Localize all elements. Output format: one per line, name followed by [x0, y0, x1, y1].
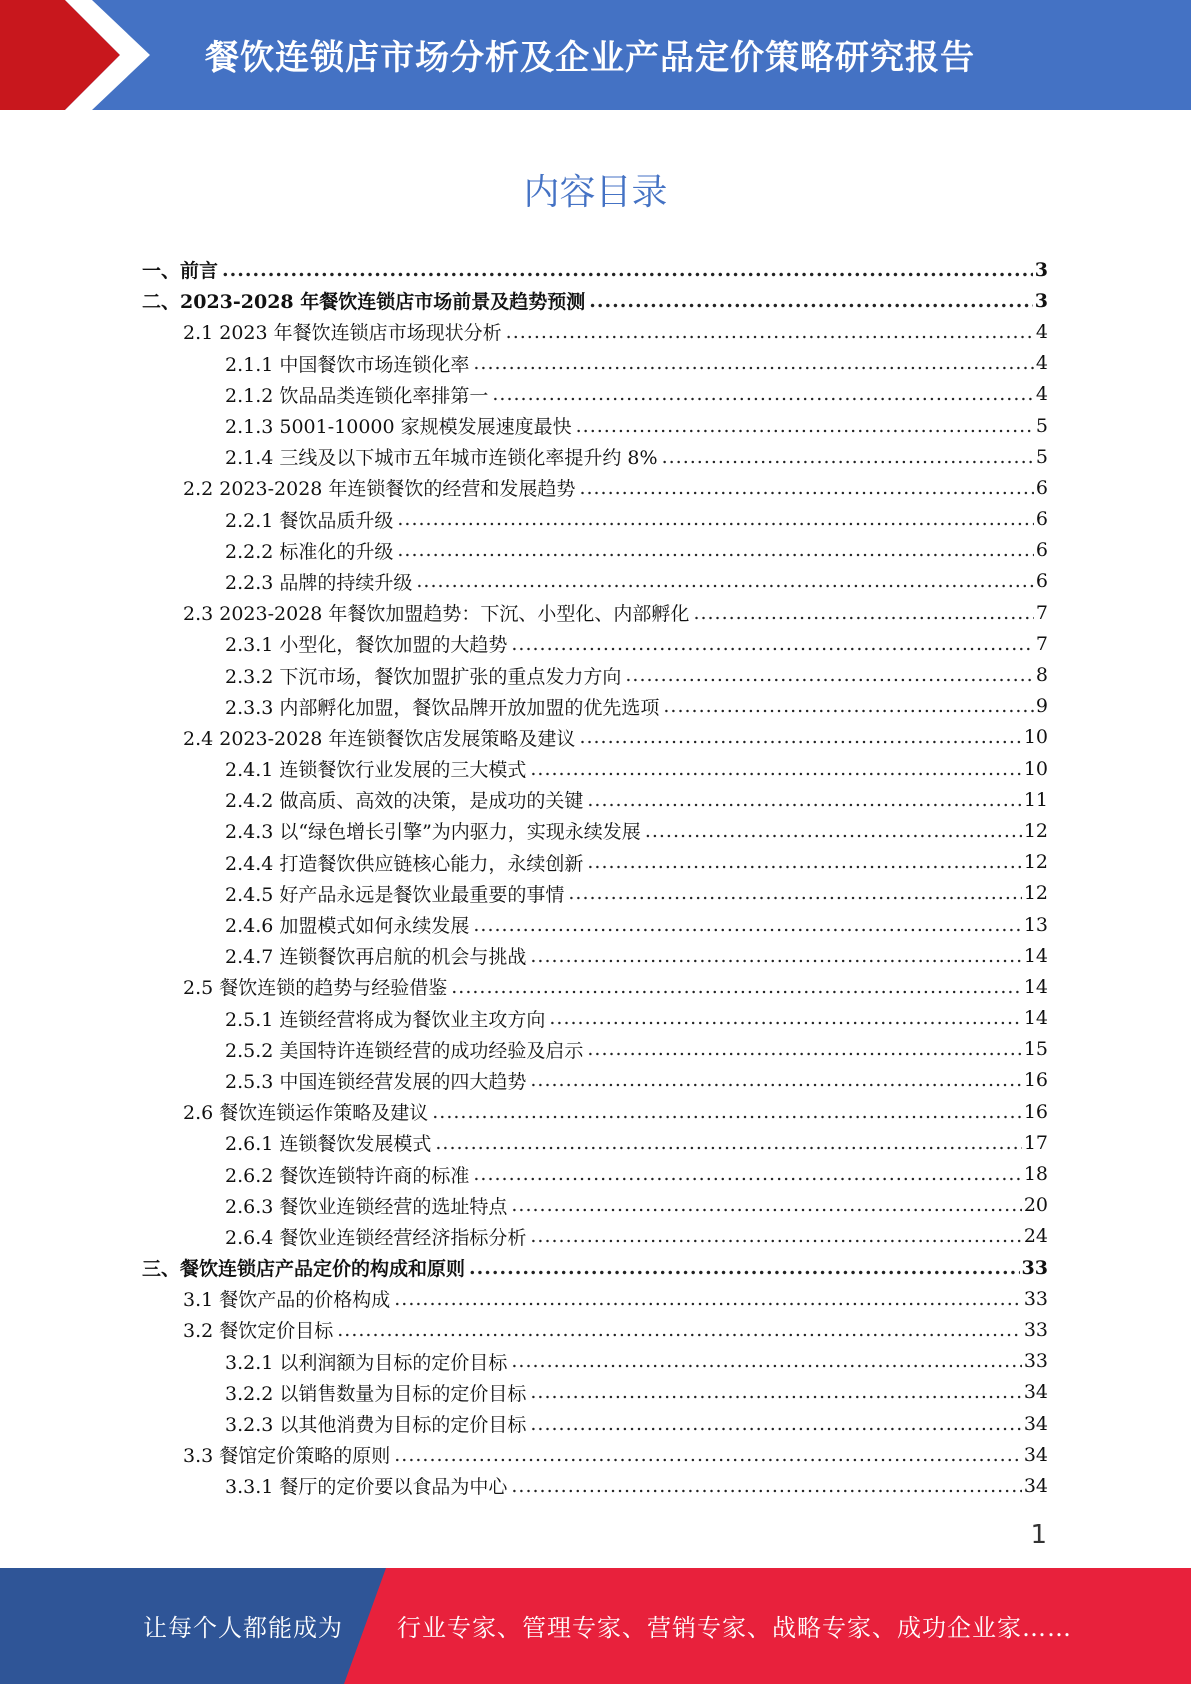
- toc-leader-dots: [693, 602, 1033, 624]
- toc-entry-page: 16: [1023, 1100, 1048, 1123]
- toc-entry-label: 2.4.2 做高质、高效的决策，是成功的关键: [225, 790, 584, 813]
- toc-entry-page: 13: [1023, 913, 1048, 936]
- toc-entry-page: 12: [1023, 882, 1048, 905]
- toc-entry-page: 11: [1023, 788, 1048, 811]
- toc-entry-page: 16: [1023, 1069, 1048, 1092]
- toc-entry[interactable]: [0, 379, 1191, 410]
- toc-leader-dots: [473, 352, 1034, 374]
- header-title: 餐饮连锁店市场分析及企业产品定价策略研究报告: [205, 38, 975, 78]
- toc-entry[interactable]: [0, 1408, 1191, 1439]
- toc-entry-label: 2.1.2 饮品品类连锁化率排第一: [225, 384, 489, 407]
- toc-entry[interactable]: [0, 1470, 1191, 1501]
- toc-leader-dots: [511, 1475, 1021, 1497]
- toc-entry[interactable]: [0, 1096, 1191, 1127]
- toc-entry[interactable]: [0, 566, 1191, 597]
- toc-entry-label: 3.2.2 以销售数量为目标的定价目标: [225, 1382, 527, 1405]
- toc-entry[interactable]: [0, 410, 1191, 441]
- toc-entry-page: 33: [1023, 1350, 1048, 1373]
- toc-entry-page: 6: [1035, 508, 1048, 531]
- toc-entry-page: 10: [1023, 757, 1048, 780]
- footer-banner: [0, 1568, 1191, 1684]
- toc-leader-dots: [469, 1257, 1020, 1279]
- toc-entry-label: 2.1.1 中国餐饮市场连锁化率: [225, 353, 470, 376]
- toc-leader-dots: [587, 789, 1021, 811]
- toc-entry-label: 2.3.2 下沉市场，餐饮加盟扩张的重点发力方向: [225, 665, 622, 688]
- toc-leader-dots: [568, 882, 1021, 904]
- toc-leader-dots: [589, 290, 1033, 312]
- toc-entry-page: 7: [1035, 601, 1048, 624]
- toc-entry-label: 3.3.1 餐厅的定价要以食品为中心: [225, 1476, 508, 1499]
- toc-entry-label: 2.4.4 打造餐饮供应链核心能力，永续创新: [225, 852, 584, 875]
- toc-entry-label: 2.5.1 连锁经营将成为餐饮业主攻方向: [225, 1008, 546, 1031]
- toc-entry-label: 3.2.1 以利润额为目标的定价目标: [225, 1351, 508, 1374]
- toc-entry-page: 6: [1035, 476, 1048, 499]
- toc-leader-dots: [435, 1132, 1021, 1154]
- toc-leader-dots: [337, 1319, 1022, 1341]
- toc-leader-dots: [645, 820, 1022, 842]
- toc-entry[interactable]: [0, 1439, 1191, 1470]
- toc-entry-page: 6: [1035, 539, 1048, 562]
- toc-entry-label: 2.6.1 连锁餐饮发展模式: [225, 1133, 432, 1156]
- toc-entry[interactable]: [0, 722, 1191, 753]
- toc-entry-page: 4: [1035, 383, 1048, 406]
- toc-entry-label: 3.2 餐饮定价目标: [183, 1320, 334, 1343]
- toc-entry-page: 24: [1023, 1225, 1048, 1248]
- toc-entry-label: 2.5 餐饮连锁的趋势与经验借鉴: [183, 977, 448, 1000]
- toc-entry-label: 2.4.6 加盟模式如何永续发展: [225, 915, 470, 938]
- toc-entry[interactable]: [0, 909, 1191, 940]
- toc-entry-label: 3.3 餐馆定价策略的原则: [183, 1445, 391, 1468]
- toc-leader-dots: [473, 914, 1021, 936]
- toc-entry-page: 33: [1023, 1318, 1048, 1341]
- toc-entry[interactable]: [0, 1034, 1191, 1065]
- toc-entry-label: 一、前言: [142, 260, 219, 283]
- toc-entry-page: 12: [1023, 819, 1048, 842]
- toc-entry-label: 2.6.2 餐饮连锁特许商的标准: [225, 1164, 470, 1187]
- toc-entry[interactable]: [0, 878, 1191, 909]
- toc-entry[interactable]: [0, 1003, 1191, 1034]
- toc-entry-label: 2.1.3 5001-10000 家规模发展速度最快: [225, 416, 572, 439]
- toc-entry-label: 2.1 2023 年餐饮连锁店市场现状分析: [183, 322, 502, 345]
- toc-leader-dots: [511, 633, 1034, 655]
- toc-leader-dots: [511, 1350, 1021, 1372]
- toc-entry-label: 2.5.2 美国特许连锁经营的成功经验及启示: [225, 1039, 584, 1062]
- toc-entry[interactable]: [0, 1377, 1191, 1408]
- toc-entry-page: 18: [1023, 1163, 1048, 1186]
- toc-entry-page: 5: [1035, 445, 1048, 468]
- toc-leader-dots: [222, 259, 1033, 281]
- toc-entry-label: 2.4.7 连锁餐饮再启航的机会与挑战: [225, 946, 527, 969]
- toc-leader-dots: [587, 1038, 1021, 1060]
- toc-leader-dots: [506, 321, 1034, 343]
- toc-entry-label: 2.2 2023-2028 年连锁餐饮的经营和发展趋势: [183, 478, 576, 501]
- toc-entry-page: 14: [1023, 975, 1048, 998]
- toc-entry[interactable]: [0, 441, 1191, 472]
- toc-entry[interactable]: [0, 1252, 1191, 1283]
- toc-entry[interactable]: [0, 254, 1191, 285]
- toc-entry-label: 2.2.1 餐饮品质升级: [225, 509, 394, 532]
- toc-entry[interactable]: [0, 753, 1191, 784]
- toc-entry-page: 8: [1035, 664, 1048, 687]
- toc-leader-dots: [394, 1444, 1022, 1466]
- toc-leader-dots: [511, 1194, 1021, 1216]
- toc-entry-label: 二、2023-2028 年餐饮连锁店市场前景及趋势预测: [142, 291, 586, 314]
- toc-entry[interactable]: [0, 1346, 1191, 1377]
- toc-entry-label: 三、餐饮连锁店产品定价的构成和原则: [142, 1258, 466, 1281]
- toc-entry-page: 12: [1023, 851, 1048, 874]
- toc-entry-label: 2.3.1 小型化，餐饮加盟的大趋势: [225, 634, 508, 657]
- toc-entry[interactable]: [0, 1190, 1191, 1221]
- toc-entry[interactable]: [0, 940, 1191, 971]
- toc-leader-dots: [530, 1381, 1021, 1403]
- toc-entry-page: 34: [1023, 1443, 1048, 1466]
- toc-entry-page: 34: [1023, 1412, 1048, 1435]
- toc-entry-label: 2.2.3 品牌的持续升级: [225, 571, 413, 594]
- toc-entry-page: 10: [1023, 726, 1048, 749]
- toc-entry-page: 17: [1023, 1131, 1048, 1154]
- toc-leader-dots: [530, 1069, 1021, 1091]
- toc-entry-page: 4: [1035, 320, 1048, 343]
- toc-leader-dots: [549, 1007, 1021, 1029]
- toc-entry-page: 33: [1023, 1287, 1048, 1310]
- toc-entry-page: 20: [1023, 1194, 1048, 1217]
- toc-leader-dots: [530, 945, 1021, 967]
- toc-leader-dots: [663, 695, 1034, 717]
- toc-leader-dots: [587, 851, 1021, 873]
- toc-leader-dots: [530, 1225, 1021, 1247]
- toc-entry-label: 2.4.1 连锁餐饮行业发展的三大模式: [225, 759, 527, 782]
- toc-entry[interactable]: [0, 597, 1191, 628]
- toc-entry[interactable]: [0, 847, 1191, 878]
- footer-slogan-left: 让每个人都能成为: [143, 1614, 343, 1642]
- toc-leader-dots: [576, 415, 1034, 437]
- toc-entry-label: 2.4.3 以“绿色增长引擎”为内驱力，实现永续发展: [225, 821, 641, 844]
- toc-entry-label: 3.1 餐饮产品的价格构成: [183, 1289, 391, 1312]
- table-of-contents: [0, 254, 1191, 1502]
- toc-leader-dots: [579, 477, 1033, 499]
- toc-leader-dots: [625, 664, 1034, 686]
- toc-entry[interactable]: [0, 1065, 1191, 1096]
- toc-entry-page: 34: [1023, 1381, 1048, 1404]
- toc-entry[interactable]: [0, 1127, 1191, 1158]
- toc-entry[interactable]: [0, 472, 1191, 503]
- toc-leader-dots: [432, 1101, 1022, 1123]
- toc-entry-label: 2.4.5 好产品永远是餐饮业最重要的事情: [225, 883, 565, 906]
- toc-title: 内容目录: [523, 172, 668, 213]
- header-banner: [0, 0, 1191, 110]
- toc-entry-label: 2.6.3 餐饮业连锁经营的选址特点: [225, 1195, 508, 1218]
- toc-entry-page: 7: [1035, 632, 1048, 655]
- toc-entry[interactable]: [0, 535, 1191, 566]
- toc-entry[interactable]: [0, 659, 1191, 690]
- toc-entry[interactable]: [0, 784, 1191, 815]
- toc-entry[interactable]: [0, 971, 1191, 1002]
- toc-entry-label: 2.1.4 三线及以下城市五年城市连锁化率提升约 8%: [225, 447, 658, 470]
- toc-entry[interactable]: [0, 1314, 1191, 1345]
- toc-entry-page: 3: [1034, 258, 1048, 281]
- toc-entry-page: 9: [1035, 695, 1048, 718]
- toc-entry[interactable]: [0, 1221, 1191, 1252]
- toc-entry[interactable]: [0, 628, 1191, 659]
- toc-entry-label: 2.5.3 中国连锁经营发展的四大趋势: [225, 1070, 527, 1093]
- toc-entry-page: 14: [1023, 944, 1048, 967]
- toc-entry-label: 2.6.4 餐饮业连锁经营经济指标分析: [225, 1226, 527, 1249]
- toc-entry[interactable]: [0, 1158, 1191, 1189]
- toc-leader-dots: [492, 383, 1034, 405]
- toc-leader-dots: [579, 726, 1021, 748]
- toc-leader-dots: [416, 570, 1034, 592]
- toc-leader-dots: [451, 976, 1022, 998]
- toc-entry-page: 15: [1023, 1038, 1048, 1061]
- toc-entry[interactable]: [0, 1283, 1191, 1314]
- toc-leader-dots: [473, 1163, 1021, 1185]
- footer-slogan-right: 行业专家、管理专家、营销专家、战略专家、成功企业家……: [397, 1614, 1072, 1642]
- toc-entry-label: 2.3.3 内部孵化加盟，餐饮品牌开放加盟的优先选项: [225, 696, 660, 719]
- toc-entry-page: 3: [1034, 289, 1048, 312]
- toc-entry[interactable]: [0, 348, 1191, 379]
- toc-leader-dots: [662, 446, 1034, 468]
- toc-entry-page: 4: [1035, 352, 1048, 375]
- toc-entry-label: 2.6 餐饮连锁运作策略及建议: [183, 1102, 429, 1125]
- toc-entry-label: 2.2.2 标准化的升级: [225, 540, 394, 563]
- toc-entry[interactable]: [0, 316, 1191, 347]
- toc-entry[interactable]: [0, 691, 1191, 722]
- toc-leader-dots: [530, 1413, 1021, 1435]
- toc-entry[interactable]: [0, 285, 1191, 316]
- toc-entry-label: 2.4 2023-2028 年连锁餐饮店发展策略及建议: [183, 727, 576, 750]
- toc-entry-page: 6: [1035, 570, 1048, 593]
- toc-leader-dots: [394, 1288, 1022, 1310]
- toc-entry-label: 3.2.3 以其他消费为目标的定价目标: [225, 1414, 527, 1437]
- page-number: 1: [1030, 1520, 1047, 1550]
- toc-leader-dots: [530, 758, 1021, 780]
- toc-entry-label: 2.3 2023-2028 年餐饮加盟趋势：下沉、小型化、内部孵化: [183, 603, 690, 626]
- toc-leader-dots: [397, 508, 1034, 530]
- toc-entry[interactable]: [0, 504, 1191, 535]
- toc-entry-page: 34: [1023, 1474, 1048, 1497]
- toc-entry[interactable]: [0, 815, 1191, 846]
- toc-leader-dots: [397, 539, 1034, 561]
- toc-entry-page: 5: [1035, 414, 1048, 437]
- toc-entry-page: 14: [1023, 1007, 1048, 1030]
- toc-entry-page: 33: [1021, 1256, 1048, 1279]
